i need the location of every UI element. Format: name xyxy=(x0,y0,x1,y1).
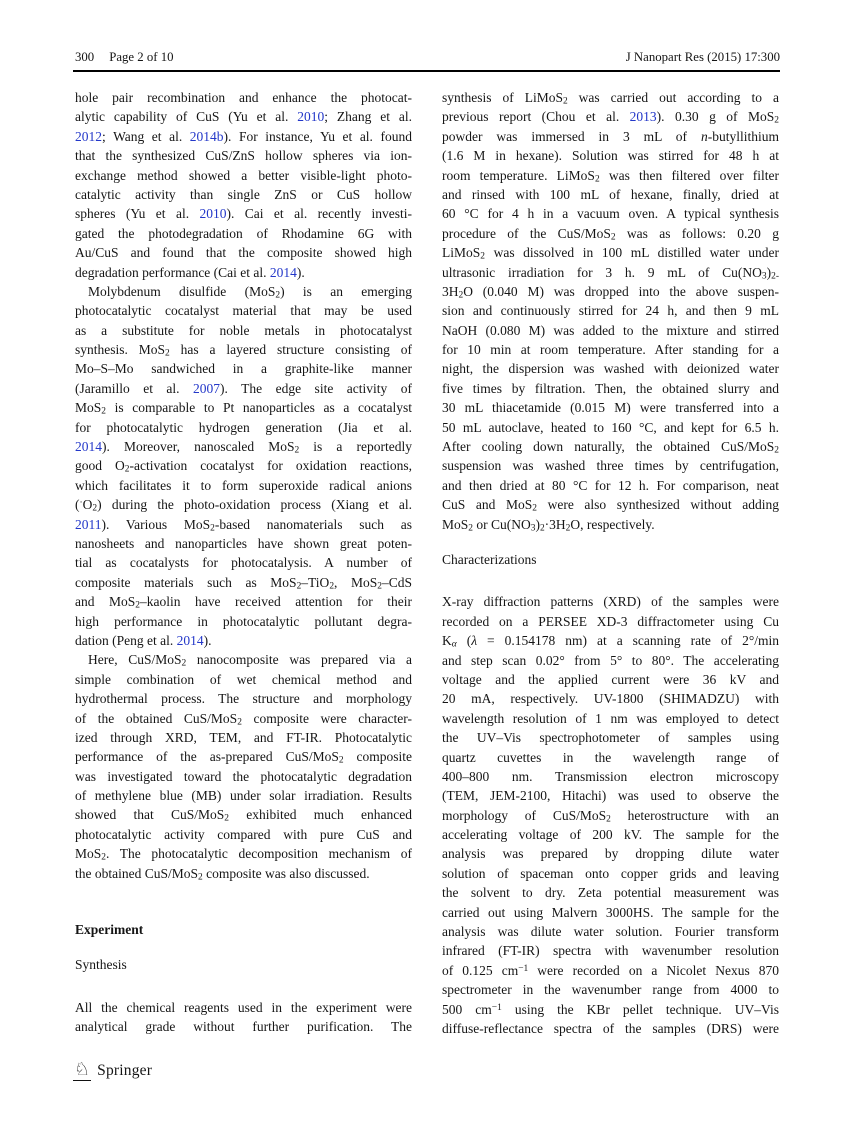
text-line: exchange method showed a better visible-light photo- xyxy=(75,167,412,183)
text-line: catalytic activity than single ZnS or CuS hollow xyxy=(75,186,412,202)
text-line: the solvent to dry. Zeta potential measurement was xyxy=(442,885,779,901)
left-column xyxy=(75,88,412,1038)
text-line: Here, CuS/MoS$_2$ nanocomposite was prepared via a xyxy=(88,652,412,669)
page-indicator: Page 2 of 10 xyxy=(109,50,174,64)
text-line: MoS$_2$. The photocatalytic decomposition mechanism of xyxy=(75,846,412,863)
paragraph xyxy=(442,88,779,534)
text-line: voltage and the applied current were 36 kV and xyxy=(442,671,779,687)
citation-link[interactable]: 2014 xyxy=(75,439,102,455)
text-line: recorded on a PERSEE XD-3 diffractometer using Cu xyxy=(442,613,779,629)
text-line: morphology of CuS/MoS$_2$ heterostructure with an xyxy=(442,807,779,824)
text-line: was investigated toward the photocatalytic degradation xyxy=(75,768,412,784)
text-line: 50 mL autoclave, heated to 160 °C, and kept for 6.5 h. xyxy=(442,419,779,435)
text-line: and MoS$_2$–kaolin have received attention for their xyxy=(75,594,412,611)
page-footer xyxy=(73,1060,152,1081)
paragraph xyxy=(75,650,412,883)
text-line: which facilitates it to form superoxide radical anions xyxy=(75,477,412,493)
text-line: (TEM, JEM-2100, Hitachi) was used to observe the xyxy=(442,788,779,804)
text-line: All the chemical reagents used in the experiment were xyxy=(75,999,412,1015)
text-line: as a substitute for noble metals in photocatalyst xyxy=(75,322,412,338)
text-line: alytic capability of CuS (Yu et al. 2010; Zhang et al. xyxy=(75,109,412,125)
citation-link[interactable]: 2010 xyxy=(297,109,325,125)
text-line: of methylene blue (MB) under solar irradiation. Results xyxy=(75,788,412,804)
text-line: (1.6 M in hexane). Solution was stirred for 48 h at xyxy=(442,148,779,164)
text-line: that the synthesized CuS/ZnS hollow spheres via ion- xyxy=(75,148,412,164)
text-line: five times by filtration. Then, the obtained slurry and xyxy=(442,380,779,396)
text-line: the UV–Vis spectrophotometer of samples using xyxy=(442,730,779,746)
text-line: procedure of the CuS/MoS$_2$ was as follows: 0.20 g xyxy=(442,225,779,243)
paragraph xyxy=(75,282,412,650)
text-line: tial as cocatalysts for photocatalysis. A number of xyxy=(75,555,412,571)
text-line: 30 mL thiacetamide (0.015 M) were transferred into a xyxy=(442,400,779,416)
text-line: 60 °C for 4 h in a vacuum oven. A typical synthesis xyxy=(442,206,779,222)
text-line: After cooling down naturally, the obtained CuS/MoS$_2$ xyxy=(442,439,779,456)
text-line: accelerating voltage of 200 kV. The sample for the xyxy=(442,827,779,843)
text-line: gated the photodegradation of Rhodamine 6G with xyxy=(75,225,412,241)
page-header xyxy=(75,50,780,65)
paragraph xyxy=(75,998,412,1037)
text-line: quartz cuvettes in the wavelength range of xyxy=(442,749,779,765)
text-line: Au/CuS and found that the composite showed high xyxy=(75,245,412,261)
text-line: 2014). Moreover, nanoscaled MoS$_2$ is a reportedly xyxy=(75,439,412,456)
text-line: good $O_2$-activation cocatalyst for oxidation reactions, xyxy=(75,458,412,475)
text-line: 20 mA, respectively. UV-1800 (SHIMADZU) with xyxy=(442,691,779,707)
text-line: analysis was prepared by dropping dilute water xyxy=(442,846,779,862)
text-line: (Jaramillo et al. 2007). The edge site activity of xyxy=(75,380,412,396)
text-line: spectrometer in the wavenumber range from 4000 to xyxy=(442,982,779,998)
text-line: for photocatalytic hydrogen generation (Jia et al. xyxy=(75,419,412,435)
text-line: photocatalytic cocatalyst material that may be used xyxy=(75,303,412,319)
text-line: CuS and MoS$_2$ were also synthesized without adding xyxy=(442,497,779,514)
text-line: and rinsed with 100 mL of hexane, finally, dried at xyxy=(442,186,779,202)
text-line: NaOH (0.080 M) was added to the mixture and stirred xyxy=(442,322,779,338)
paragraph xyxy=(75,88,412,282)
text-line: LiMoS$_2$ was dissolved in 100 mL distilled water under xyxy=(442,245,779,262)
text-line: synthesis. MoS$_2$ has a layered structure consisting of xyxy=(75,342,412,359)
text-line: performance of the as-prepared CuS/MoS$_2$ composite xyxy=(75,749,412,766)
article-number: 300 xyxy=(75,50,95,64)
text-line: degradation performance (Cai et al. 2014). xyxy=(75,264,305,280)
subsection-heading: Synthesis xyxy=(75,957,127,973)
text-line: suspension was washed three times by centrifugation, xyxy=(442,458,779,474)
text-line: showed that CuS/MoS$_2$ exhibited much enhanced xyxy=(75,807,412,824)
springer-knight-icon: ♘ xyxy=(74,1059,91,1080)
text-line: ultrasonic irradiation for 3 h. 9 mL of $Cu(NO_3)_{2-}$ xyxy=(442,264,779,281)
text-line: previous report (Chou et al. 2013). 0.30 g of MoS$_2$ xyxy=(442,109,779,126)
citation-link[interactable]: 2012 xyxy=(75,128,102,144)
text-line: the obtained CuS/MoS$_2$ composite was also discussed. xyxy=(75,865,370,882)
journal-citation: J Nanopart Res (2015) 17:300 xyxy=(625,50,780,64)
text-line: room temperature. LiMoS$_2$ was then filtered over filter xyxy=(442,167,779,184)
text-line: 400–800 nm. Transmission electron microscopy xyxy=(442,768,779,784)
header-rule xyxy=(73,70,780,72)
text-line: carried out using Malvern 3000HS. The sample for the xyxy=(442,904,779,920)
text-line: Molybdenum disulfide (MoS$_2$) is an emerging xyxy=(88,283,412,301)
text-line: ized through XRD, TEM, and FT-IR. Photocatalytic xyxy=(75,729,412,745)
text-line: and step scan 0.02° from 5° to 80°. The accelerating xyxy=(442,652,779,668)
section-heading: Experiment xyxy=(75,922,144,938)
text-line: of 0.125 $cm^{-1}$ were recorded on a Nicolet Nexus 870 xyxy=(442,962,779,978)
paragraph xyxy=(442,592,779,1038)
text-line: powder was immersed in 3 mL of n-butyllithium xyxy=(442,128,779,144)
text-line: MoS$_2$ or $Cu(NO_3)_2\cdot 3H_2O$, respectively. xyxy=(442,516,655,533)
text-line: sion and continuously stirred for 24 h, and then 9 mL xyxy=(442,303,779,319)
text-line: and then dried at 80 °C for 12 h. For comparison, neat xyxy=(442,477,779,493)
text-line: infrared (FT-IR) spectra with wavenumber resolution xyxy=(442,943,779,959)
header-left xyxy=(75,50,174,65)
text-line: 2011). Various MoS$_2$-based nanomaterials such as xyxy=(75,516,412,533)
text-line: nanosheets and nanoparticles have shown great poten- xyxy=(75,535,412,551)
citation-link[interactable]: 2014 xyxy=(176,632,204,648)
citation-link[interactable]: 2010 xyxy=(199,206,227,222)
text-line: $K_\alpha$ (λ = 0.154178 nm) at a scanning rate of 2°/min xyxy=(442,633,779,650)
text-line: dation (Peng et al. 2014). xyxy=(75,632,212,648)
citation-link[interactable]: 2014 xyxy=(269,264,297,280)
text-line: simple combination of wet chemical method and xyxy=(75,671,412,687)
text-line: solution of spaceman onto copper grids and leaving xyxy=(442,865,779,881)
text-line: synthesis of LiMoS$_2$ was carried out according to a xyxy=(442,90,779,107)
text-line: $(^\cdot O_2)$ during the photo-oxidation process (Xiang et al. xyxy=(75,497,412,514)
text-line: analytical grade without further purification. The xyxy=(75,1019,412,1035)
text-line: analysis was dilute water solution. Fourier transform xyxy=(442,924,779,940)
citation-link[interactable]: 2013 xyxy=(629,109,657,125)
right-column xyxy=(442,88,779,1038)
text-line: hole pair recombination and enhance the photocat- xyxy=(75,90,412,105)
subsection-heading: Characterizations xyxy=(442,551,537,567)
text-line: hydrothermal process. The structure and morphology xyxy=(75,691,412,707)
text-line: high performance in photocatalytic pollutant degra- xyxy=(75,613,412,629)
text-line: diffuse-reflectance spectra of the samples (DRS) were xyxy=(442,1020,779,1036)
text-line: Mo–S–Mo sandwiched in a graphite-like manner xyxy=(75,361,412,377)
text-line: MoS$_2$ is comparable to Pt nanoparticles as a cocatalyst xyxy=(75,400,412,417)
citation-link[interactable]: 2011 xyxy=(75,516,102,532)
text-line: of the obtained CuS/MoS$_2$ composite were character- xyxy=(75,710,412,727)
text-line: 500 $cm^{-1}$ using the KBr pellet technique. UV–Vis xyxy=(442,1001,779,1017)
citation-link[interactable]: 2007 xyxy=(193,380,221,396)
text-line: for 10 min at room temperature. After standing for a xyxy=(442,342,779,358)
text-line: X-ray diffraction patterns (XRD) of the samples were xyxy=(442,594,779,610)
text-line: 2012; Wang et al. 2014b). For instance, Yu et al. found xyxy=(75,128,412,144)
text-line: night, the dispersion was washed with deionized water xyxy=(442,361,779,377)
article-body xyxy=(75,88,779,1038)
publisher-name: Springer xyxy=(97,1062,153,1079)
text-line: photocatalytic activity compared with pure CuS and xyxy=(75,826,412,842)
citation-link[interactable]: 2014b xyxy=(189,128,224,144)
text-line: spheres (Yu et al. 2010). Cai et al. recently investi- xyxy=(75,206,412,222)
text-line: wavelength resolution of 1 nm was employed to detect xyxy=(442,710,779,726)
text-line: composite materials such as MoS$_2$–TiO$_2$, MoS$_2$–CdS xyxy=(75,574,412,592)
text-line: $3H_2O$ (0.040 M) was dropped into the above suspen- xyxy=(442,283,779,301)
